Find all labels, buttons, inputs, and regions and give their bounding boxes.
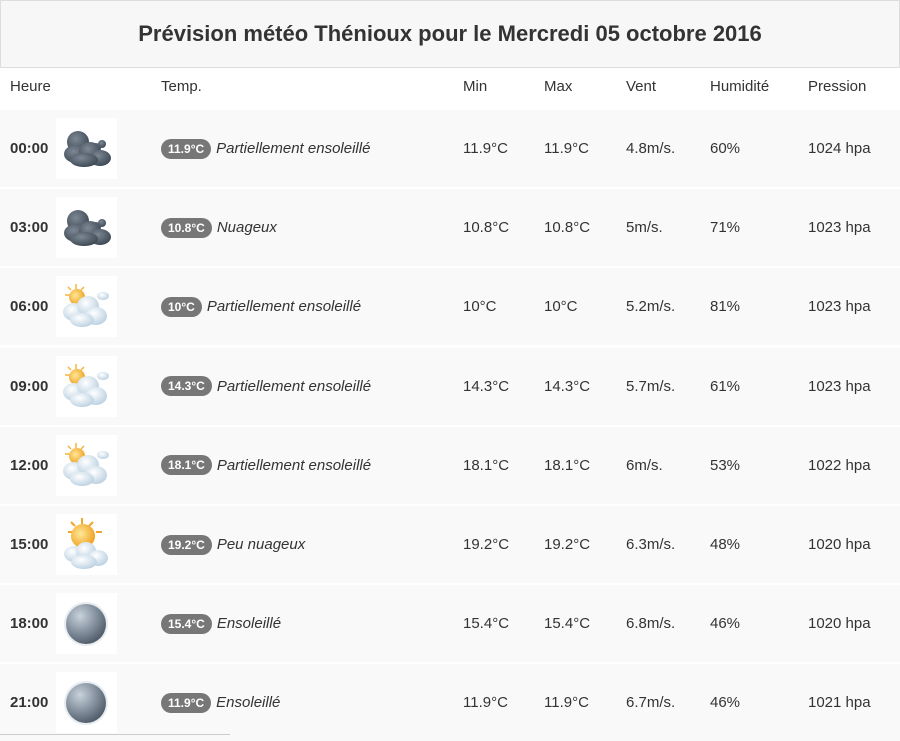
min-cell: 11.9°C bbox=[463, 694, 508, 712]
table-row bbox=[0, 506, 900, 583]
temperature-badge: 11.9°C bbox=[161, 139, 211, 159]
wind-cell: 4.8m/s. bbox=[626, 140, 676, 157]
hour-cell: 03:00 bbox=[10, 219, 49, 237]
pressure-cell: 1023 hpa bbox=[808, 298, 871, 316]
page-title: Prévision météo Thénioux pour le Mercredi 05 octobre 2016 bbox=[138, 21, 762, 46]
temperature-badge: 10.8°C bbox=[161, 218, 212, 238]
hour-cell: 12:00 bbox=[10, 456, 49, 474]
divider bbox=[0, 734, 230, 735]
table-row bbox=[0, 427, 900, 504]
max-cell: 10°C bbox=[544, 298, 578, 316]
humidity-cell: 60% bbox=[710, 140, 741, 157]
forecast-header bbox=[0, 0, 900, 68]
partly-sunny-icon bbox=[56, 276, 117, 337]
temperature-badge: 10°C bbox=[161, 297, 202, 317]
temp-cell bbox=[161, 506, 305, 583]
min-cell: 14.3°C bbox=[463, 377, 510, 395]
weather-description: Partiellement ensoleillé bbox=[206, 298, 362, 316]
humidity-cell: 71% bbox=[710, 219, 741, 237]
humidity-cell: 46% bbox=[710, 615, 741, 633]
humidity-cell: 48% bbox=[710, 536, 741, 553]
partly-sunny-icon bbox=[56, 356, 117, 417]
wind-cell: 5m/s. bbox=[626, 219, 663, 237]
max-cell: 11.9°C bbox=[544, 140, 589, 157]
weather-description: Partiellement ensoleillé bbox=[216, 456, 372, 474]
cloudy-night-icon bbox=[56, 197, 117, 258]
hour-cell: 00:00 bbox=[10, 140, 49, 157]
pressure-cell: 1024 hpa bbox=[808, 140, 871, 157]
min-cell: 10.8°C bbox=[463, 219, 510, 237]
temperature-badge: 18.1°C bbox=[161, 455, 212, 475]
temperature-badge: 14.3°C bbox=[161, 376, 212, 396]
humidity-cell: 61% bbox=[710, 377, 741, 395]
column-header-temp: Temp. bbox=[161, 78, 202, 95]
hour-cell: 06:00 bbox=[10, 298, 49, 316]
table-row bbox=[0, 268, 900, 345]
temperature-badge: 15.4°C bbox=[161, 614, 212, 634]
weather-description: Ensoleillé bbox=[216, 615, 282, 633]
temp-cell bbox=[161, 189, 277, 266]
wind-cell: 6.3m/s. bbox=[626, 536, 676, 553]
weather-description: Partiellement ensoleillé bbox=[216, 377, 372, 395]
min-cell: 11.9°C bbox=[463, 140, 508, 157]
table-row bbox=[0, 348, 900, 425]
max-cell: 11.9°C bbox=[544, 694, 589, 712]
column-header-pression: Pression bbox=[808, 78, 867, 95]
column-header-heure: Heure bbox=[10, 78, 51, 95]
hour-cell: 09:00 bbox=[10, 377, 49, 395]
max-cell: 15.4°C bbox=[544, 615, 591, 633]
wind-cell: 5.7m/s. bbox=[626, 377, 676, 395]
pressure-cell: 1020 hpa bbox=[808, 615, 871, 633]
hour-cell: 21:00 bbox=[10, 694, 49, 712]
weather-description: Nuageux bbox=[216, 219, 277, 237]
temp-cell bbox=[161, 268, 361, 345]
temp-cell bbox=[161, 427, 371, 504]
wind-cell: 5.2m/s. bbox=[626, 298, 676, 316]
temperature-badge: 11.9°C bbox=[161, 693, 211, 713]
max-cell: 14.3°C bbox=[544, 377, 591, 395]
temp-cell bbox=[161, 348, 371, 425]
pressure-cell: 1021 hpa bbox=[808, 694, 871, 712]
table-row bbox=[0, 110, 900, 187]
column-header-max: Max bbox=[544, 78, 573, 95]
pressure-cell: 1020 hpa bbox=[808, 536, 871, 553]
min-cell: 19.2°C bbox=[463, 536, 510, 553]
wind-cell: 6m/s. bbox=[626, 456, 663, 474]
max-cell: 19.2°C bbox=[544, 536, 591, 553]
max-cell: 10.8°C bbox=[544, 219, 591, 237]
min-cell: 10°C bbox=[463, 298, 497, 316]
weather-description: Ensoleillé bbox=[216, 694, 281, 712]
humidity-cell: 53% bbox=[710, 456, 741, 474]
column-header-vent: Vent bbox=[626, 78, 657, 95]
partly-sunny-icon bbox=[56, 435, 117, 496]
column-header-humidite: Humidité bbox=[710, 78, 770, 95]
weather-description: Partiellement ensoleillé bbox=[216, 140, 371, 157]
temp-cell bbox=[161, 110, 370, 187]
min-cell: 18.1°C bbox=[463, 456, 510, 474]
humidity-cell: 46% bbox=[710, 694, 741, 712]
weather-description: Peu nuageux bbox=[216, 536, 306, 553]
pressure-cell: 1023 hpa bbox=[808, 377, 871, 395]
pressure-cell: 1022 hpa bbox=[808, 456, 871, 474]
table-row bbox=[0, 189, 900, 266]
moon-icon bbox=[56, 593, 117, 654]
max-cell: 18.1°C bbox=[544, 456, 591, 474]
column-header-min: Min bbox=[463, 78, 488, 95]
hour-cell: 18:00 bbox=[10, 615, 49, 633]
humidity-cell: 81% bbox=[710, 298, 741, 316]
moon-icon bbox=[56, 672, 117, 733]
temperature-badge: 19.2°C bbox=[161, 535, 212, 555]
wind-cell: 6.7m/s. bbox=[626, 694, 676, 712]
table-row bbox=[0, 664, 900, 741]
min-cell: 15.4°C bbox=[463, 615, 510, 633]
sun-cloud-icon bbox=[56, 514, 117, 575]
hour-cell: 15:00 bbox=[10, 536, 49, 553]
temp-cell bbox=[161, 585, 281, 662]
wind-cell: 6.8m/s. bbox=[626, 615, 676, 633]
table-row bbox=[0, 585, 900, 662]
cloudy-night-icon bbox=[56, 118, 117, 179]
temp-cell bbox=[161, 664, 280, 741]
pressure-cell: 1023 hpa bbox=[808, 219, 871, 237]
